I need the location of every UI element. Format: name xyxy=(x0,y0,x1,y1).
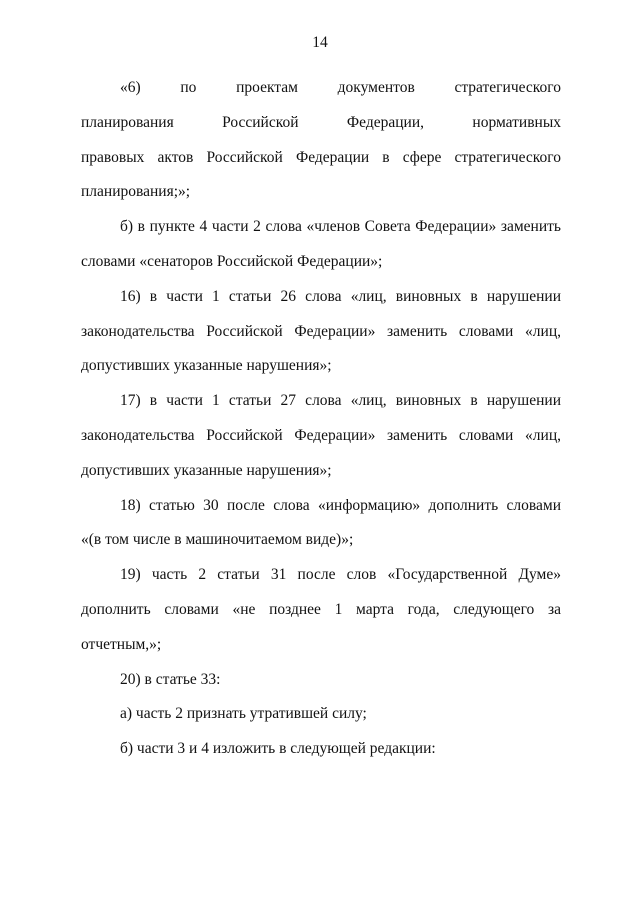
paragraph xyxy=(81,558,561,662)
paragraph xyxy=(81,489,561,559)
text-line: 18) статью 30 после слова «информацию» дополнить словами xyxy=(120,496,561,514)
text-line: а) часть 2 признать утратившей силу; xyxy=(120,705,367,723)
text-line: 16) в части 1 статьи 26 слова «лиц, виновных в нарушении xyxy=(120,287,561,305)
text-line: «(в том числе в машиночитаемом виде)»; xyxy=(81,531,354,549)
page-number: 14 xyxy=(312,34,328,51)
paragraph xyxy=(81,697,561,732)
text-line: отчетным,»; xyxy=(81,635,162,653)
text-line: 20) в статье 33: xyxy=(120,670,221,688)
text-line: планирования;»; xyxy=(81,183,191,201)
text-line: законодательства Российской Федерации» заменить словами «лиц, xyxy=(81,426,561,444)
paragraph xyxy=(81,71,561,210)
text-line: словами «сенаторов Российской Федерации»; xyxy=(81,252,383,270)
paragraph xyxy=(81,732,561,767)
paragraph xyxy=(81,663,561,698)
text-line: законодательства Российской Федерации» заменить словами «лиц, xyxy=(81,322,561,340)
text-line: 17) в части 1 статьи 27 слова «лиц, виновных в нарушении xyxy=(120,392,561,410)
paragraph xyxy=(81,384,561,488)
text-line: допустивших указанные нарушения»; xyxy=(81,461,332,479)
text-line: б) части 3 и 4 изложить в следующей редакции: xyxy=(120,740,436,758)
document-body xyxy=(81,71,561,767)
text-line: б) в пункте 4 части 2 слова «членов Совета Федерации» заменить xyxy=(120,218,561,236)
text-line: дополнить словами «не позднее 1 марта года, следующего за xyxy=(81,600,561,618)
text-line: «6) по проектам документов стратегического xyxy=(120,79,561,96)
paragraph xyxy=(81,280,561,384)
text-line: допустивших указанные нарушения»; xyxy=(81,357,332,375)
text-line: 19) часть 2 статьи 31 после слов «Государственной Думе» xyxy=(120,566,561,584)
text-line: планирования Российской Федерации, нормативных xyxy=(81,113,561,131)
text-line: правовых актов Российской Федерации в сфере стратегического xyxy=(81,148,561,166)
paragraph xyxy=(81,210,561,280)
